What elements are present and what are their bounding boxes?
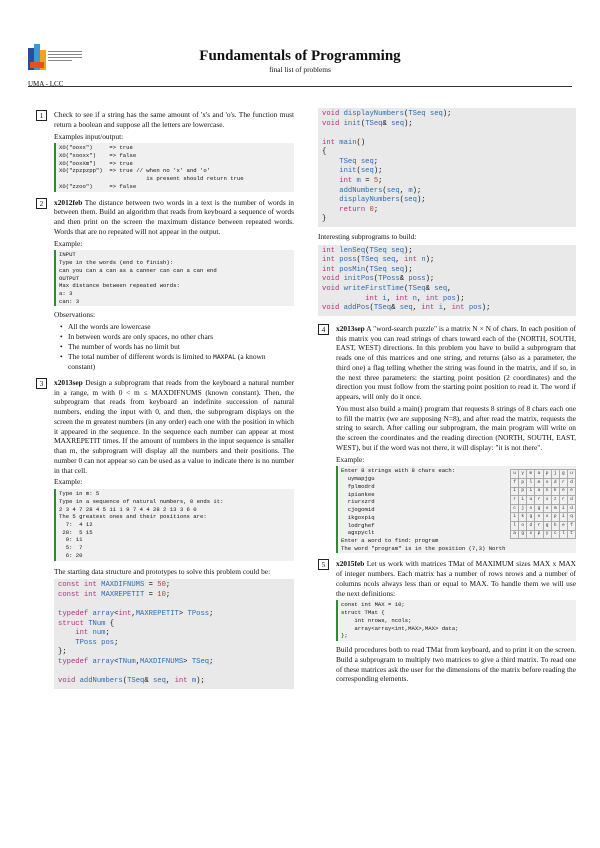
problem-2-body: The distance between two words in a text is the number of words in between them. Build an algorithm that reads from keyboard a sequence of words and then print on the screen the maximum distance between repeated words. Words that are no repeated will not appear in the output. xyxy=(54,197,294,236)
grid-cell: r xyxy=(511,496,519,505)
grid-cell: x xyxy=(543,513,551,522)
problem-3 xyxy=(36,378,294,689)
word-search-grid xyxy=(510,469,576,539)
problem-id: x2013sep xyxy=(336,323,365,333)
institution-label: UMA - LCC xyxy=(28,80,64,88)
grid-cell: f xyxy=(511,479,519,488)
problem-id: x2013sep xyxy=(54,377,83,387)
grid-cell: j xyxy=(551,470,559,479)
problem-3-intro: The starting data structure and prototypes to solve this problem could be: xyxy=(54,566,271,576)
grid-cell: l xyxy=(527,479,535,488)
grid-row xyxy=(511,504,576,513)
observations-list xyxy=(68,322,294,372)
grid-cell: m xyxy=(527,470,535,479)
grid-cell: a xyxy=(535,487,543,496)
grid-row xyxy=(511,487,576,496)
grid-cell: o xyxy=(527,504,535,513)
grid-cell: a xyxy=(511,530,519,539)
list-item: • The number of words has no limit but xyxy=(68,342,294,352)
problem-3-structures: const int MAXDIFNUMS = 50; const int MAXREPETIT = 10; typedef array<int,MAXREPETIT> TPoss; struct TNum { int num; TPoss pos; }; typedef array<TNum,MAXDIFNUMS> TSeq; void addNumbers(TSeq& seq, int m); xyxy=(54,579,294,688)
grid-cell: o xyxy=(543,504,551,513)
grid-cell: z xyxy=(551,496,559,505)
list-item: • In between words are only spaces, no other chars xyxy=(68,332,294,342)
problem-number: 4 xyxy=(318,324,329,335)
grid-cell: a xyxy=(535,470,543,479)
interesting-subprograms-code: int lenSeq(TSeq seq); int poss(TSeq seq, int n); int posMin(TSeq seq); void initPos(TPoss& poss); void writeFirstTime(TSeq& seq, int i, int n, int pos); void addPos(TSeq& seq, int i, int pos); xyxy=(318,245,576,316)
problem-2-code: INPUT Type in the words (end to finish): can you can a can as a canner can can a can end OUTPUT Max distance between repeated words: a: 3 can: 3 xyxy=(54,250,294,306)
problem-2-text xyxy=(54,198,294,237)
grid-cell: d xyxy=(567,504,575,513)
grid-cell: i xyxy=(559,504,567,513)
grid-cell: u xyxy=(511,470,519,479)
problem-1-examples-label: Examples input/output: xyxy=(54,131,124,141)
problem-4-main-text: You must also build a main() program that requests 8 strings of 8 chars each one to fill the matrix (we are supposing N=8), and after read the matrix, requests the string to search. After calling our subprogram, the main program will write on the screen the coordinates and the reading direction (NORTH, SOUTH, EAST, WEST), but if the word was not there, it will display: "it is not there". xyxy=(336,403,576,452)
grid-cell: g xyxy=(527,513,535,522)
grid-cell: d xyxy=(551,479,559,488)
grid-cell: r xyxy=(535,522,543,531)
grid-row xyxy=(511,530,576,539)
problem-4-example-label: Example: xyxy=(336,454,365,464)
grid-cell: y xyxy=(519,470,527,479)
grid-cell: n xyxy=(543,487,551,496)
grid-cell: i xyxy=(519,496,527,505)
grid-cell: k xyxy=(551,487,559,496)
grid-cell: g xyxy=(519,530,527,539)
problem-5 xyxy=(318,559,576,684)
grid-cell: e xyxy=(559,522,567,531)
grid-cell: c xyxy=(551,530,559,539)
problem-4-example xyxy=(336,466,576,553)
grid-cell: p xyxy=(535,530,543,539)
problem-3-body: Design a subprogram that reads from the keyboard a natural number in a range, m with 0 < m ≤ MAXDIFNUMS (known constant). Then, the subprogram that reads from keyboard an indefinite succession of natural numbers, ending the input with 0, and then, the subprogram displays on the screen the m greatest numbers (in any order) each one with the position in which it appeared in the sequence. In the sequence each number can appear at most MAXREPETIT times. If the amount of numbers in the input sequence is smaller than m, the subprogram will display all the numbers and their positions. The number 0 can not appear so can be used as a value to indicate there is no number in that cell. xyxy=(54,377,294,475)
grid-cell: d xyxy=(527,522,535,531)
grid-row xyxy=(511,522,576,531)
problem-5-code: const int MAX = 10; struct TMat { int nrows, ncols; array<array<int,MAX>,MAX> data; }; xyxy=(336,600,576,641)
grid-cell: f xyxy=(567,522,575,531)
grid-cell: r xyxy=(559,496,567,505)
problem-2 xyxy=(36,198,294,372)
grid-cell: l xyxy=(559,530,567,539)
grid-row xyxy=(511,479,576,488)
problem-5-text2: Build procedures both to read TMat from keyboard, and to print it on the screen. Build a subprogram to multiply two matrices to give a third matrix. To read one of these matrices ask the user for the dimensions of the matrix before reading the corresponding elements. xyxy=(336,645,576,684)
problem-5-body: Let us work with matrices TMat of MAXIMUM sizes MAX x MAX of integer numbers. Each matrix has a number of rows nrows and a number of columns ncols always less than or equal to MAX. To handle them we will use the next definitions: xyxy=(336,559,576,598)
observations-label: Observations: xyxy=(54,310,96,320)
grid-cell: h xyxy=(551,522,559,531)
problem-4-body: A "word-search puzzle" is a matrix N × N of chars. In each position of this matrix you can read strings of chars toward each of the (NORTH, SOUTH, EAST, WEST) directions. In this problem you have to build a subprogram that reads one of this matrices and one string, and returns (also as a parameter, the third one) a flag telling whether the string was found in the matrix, and if so, in the next three parameters: the starting point position (2 coordinates) and the direction you must follow from the starting point position to read it. The word if appears, will only do it once. xyxy=(336,323,576,402)
problem-3-code: Type in m: 5 Type in a sequence of natural numbers, 0 ends it: 2 3 4 7 28 4 5 11 1 9 7 4 4 28 2 13 3 6 0 The 5 greatest ones and their positions are: 7: 4 12 28: 5 15 9: 11 5: 7 6: 20 xyxy=(54,489,294,560)
problem-number: 3 xyxy=(36,378,47,389)
problem-3-main-code: void displayNumbers(TSeq seq); void init(TSeq& seq); int main() { TSeq seq; init(seq); int m = 5; addNumbers(seq, m); displayNumbers(seq); return 0; } xyxy=(318,108,576,227)
grid-cell: c xyxy=(511,504,519,513)
grid-cell: i xyxy=(527,487,535,496)
list-item: • All the words are lowercase xyxy=(68,322,294,332)
grid-cell: o xyxy=(543,479,551,488)
problem-4-text xyxy=(336,324,576,402)
grid-cell: i xyxy=(511,513,519,522)
page-subtitle: final list of problems xyxy=(269,65,331,74)
grid-cell: g xyxy=(543,522,551,531)
grid-cell: e xyxy=(559,487,567,496)
grid-cell: m xyxy=(535,479,543,488)
grid-cell: u xyxy=(527,496,535,505)
problem-number: 2 xyxy=(36,198,47,209)
page-title: Fundamentals of Programming xyxy=(199,48,401,64)
grid-cell: p xyxy=(551,513,559,522)
problem-2-example-label: Example: xyxy=(54,238,83,248)
grid-cell: o xyxy=(535,513,543,522)
grid-cell: o xyxy=(519,522,527,531)
grid-cell: m xyxy=(551,504,559,513)
grid-cell: k xyxy=(519,513,527,522)
grid-cell: p xyxy=(519,487,527,496)
header-rule xyxy=(28,86,572,87)
grid-row xyxy=(511,470,576,479)
grid-row xyxy=(511,513,576,522)
left-column xyxy=(36,110,294,695)
problem-id: x2015feb xyxy=(336,559,365,569)
grid-cell: i xyxy=(511,487,519,496)
problem-number: 1 xyxy=(36,110,47,121)
problem-5-text xyxy=(336,559,576,598)
grid-cell: p xyxy=(543,470,551,479)
right-column xyxy=(318,108,576,690)
grid-cell: e xyxy=(567,487,575,496)
problem-3-example-label: Example: xyxy=(54,477,83,487)
grid-cell: x xyxy=(527,530,535,539)
grid-cell: u xyxy=(567,470,575,479)
grid-cell: g xyxy=(559,470,567,479)
list-item: • The total number of different words is limited to MAXPAL (a known constant) xyxy=(68,352,294,372)
grid-cell: q xyxy=(567,513,575,522)
grid-cell: j xyxy=(519,504,527,513)
grid-cell: g xyxy=(535,504,543,513)
grid-row xyxy=(511,496,576,505)
interesting-subprograms-label: Interesting subprograms to build: xyxy=(318,231,417,241)
problem-id: x2012feb xyxy=(54,197,83,207)
problem-number: 5 xyxy=(318,559,329,570)
problem-1-text: Check to see if a string has the same amount of 'x's and 'o's. The function must return a boolean and suppose all the letters are lowercase. xyxy=(54,110,294,129)
grid-cell: p xyxy=(519,479,527,488)
grid-cell: l xyxy=(511,522,519,531)
grid-cell: r xyxy=(559,479,567,488)
grid-cell: t xyxy=(567,530,575,539)
grid-cell: r xyxy=(535,496,543,505)
maxpal-const: MAXPAL xyxy=(213,353,237,361)
grid-cell: d xyxy=(567,496,575,505)
grid-cell: i xyxy=(559,513,567,522)
problem-1-code: XO("ooxx") => true XO("xooxx") => false XO("ooxXm") => true XO("zpzpzpp") => true // when no 'x' and 'o' is present should return true XO("zzoo") => false xyxy=(54,143,294,191)
problem-1 xyxy=(36,110,294,192)
grid-cell: x xyxy=(543,496,551,505)
problem-3-text xyxy=(54,378,294,476)
grid-cell: d xyxy=(567,479,575,488)
problem-4 xyxy=(318,324,576,554)
problem-4-code: Enter 8 strings with 8 chars each: uymapjgu fplmodrd ipiankee riurxzrd cjogomid ikgoxpiq lodrghef agxpyclt Enter a word to find: program The word "program" is in the position (7,3) North xyxy=(336,466,576,553)
grid-cell: y xyxy=(543,530,551,539)
